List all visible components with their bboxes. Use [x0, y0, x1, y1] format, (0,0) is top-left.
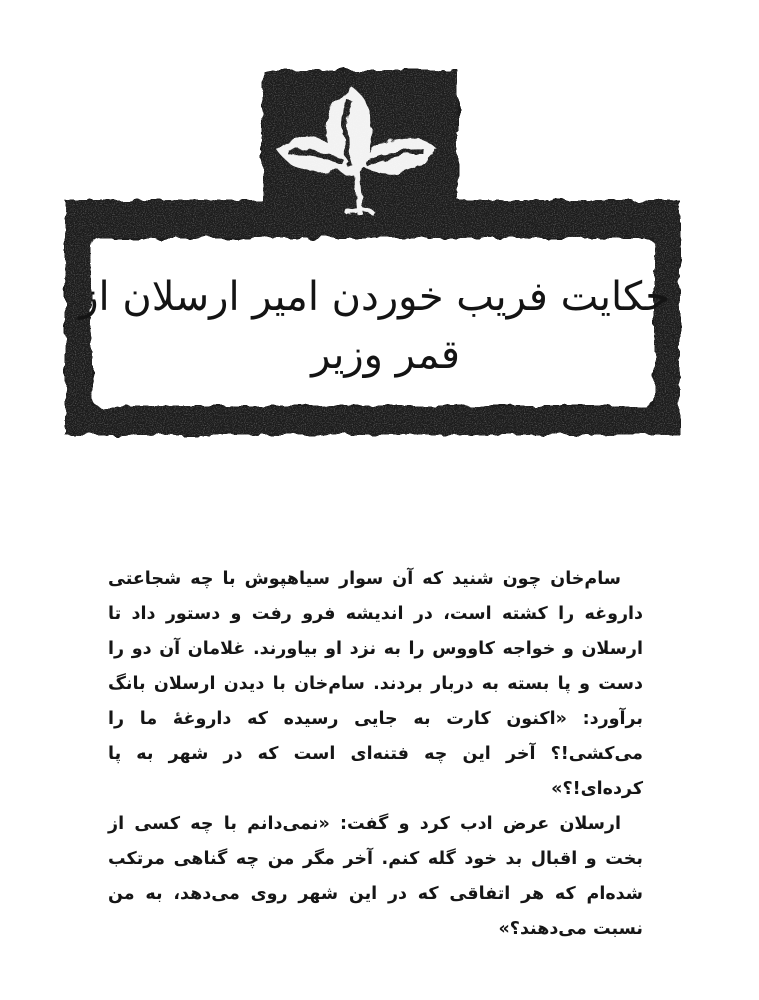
chapter-title-line-1: حکایت فریب خوردن امیر ارسلان از — [79, 273, 670, 320]
paragraph-1: سام‌خان چون شنید که آن سوار سیاهپوش با چه شجاعتی داروغه را کشته است، در اندیشه فرو رفت و دستور داد تا ارسلان و خواجه کاووس را به نزد او بیاورند. غلامان آن دو را دست و پا بسته به دربار بردند. سام‌خان با دیدن ارسلان بانگ برآورد: «اکنون کارت به جایی رسیده که داروغهٔ ما را می‌کشی!؟ آخر این چه فتنه‌ای است که در شهر به پا کرده‌ای!؟» — [108, 569, 643, 799]
chapter-title — [79, 248, 670, 403]
chapter-title-line-2: قمر وزیر — [311, 331, 460, 378]
paragraph-2: ارسلان عرض ادب کرد و گفت: «نمی‌دانم با چه کسی از بخت و اقبال بد خود گله کنم. آخر مگر من چه گناهی مرتکب شده‌ام که هر اتفاقی که در این شهر روی می‌دهد، به من نسبت می‌دهند؟» — [108, 814, 643, 939]
story-body — [108, 562, 643, 947]
